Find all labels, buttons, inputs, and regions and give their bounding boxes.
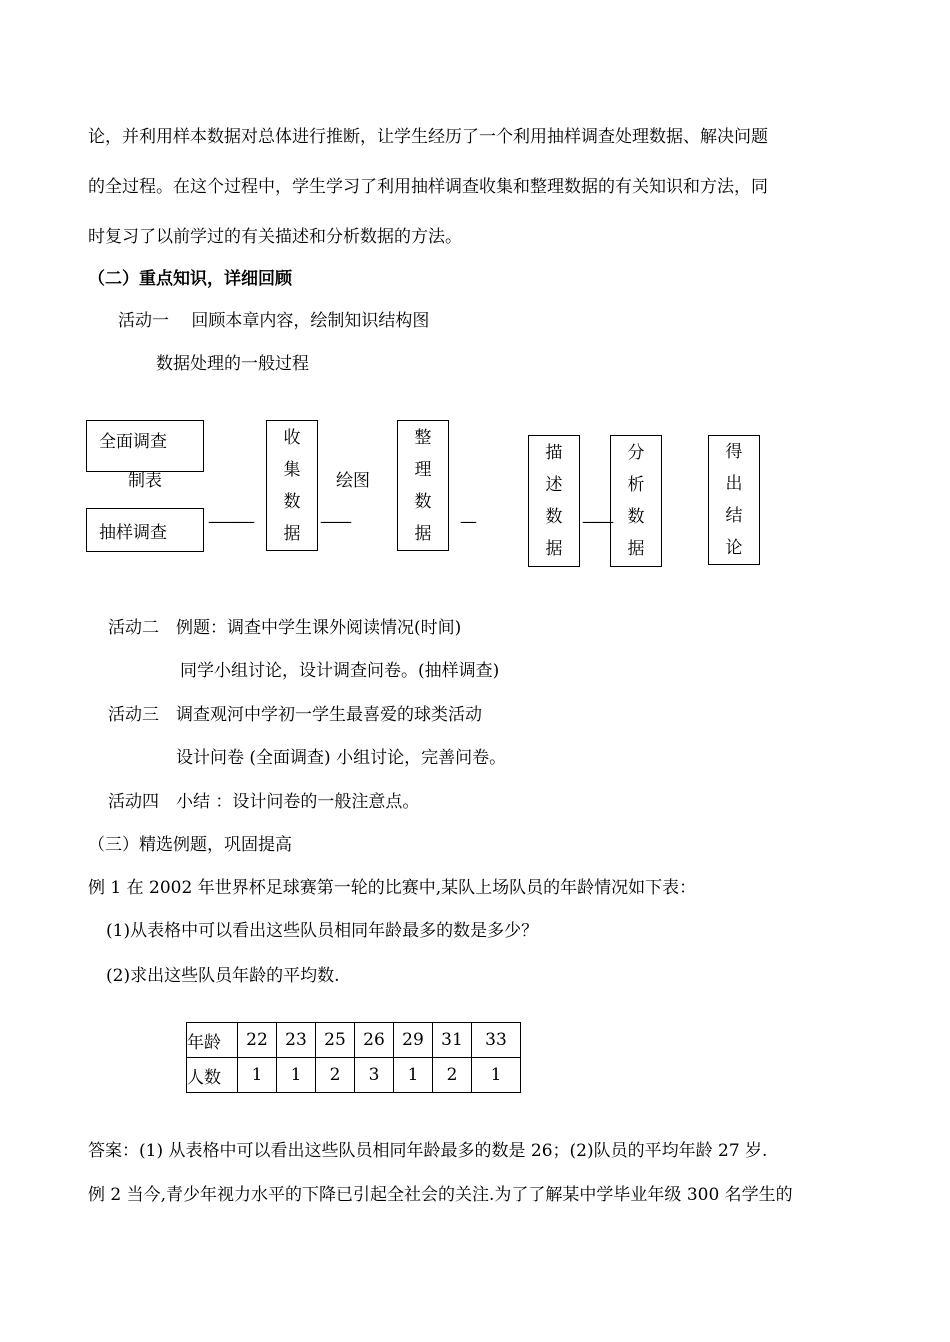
table-header-age: 年龄 — [187, 1023, 238, 1058]
table-cell: 1 — [238, 1058, 277, 1093]
answer1-text: 答案：(1) 从表格中可以看出这些队员相同年龄最多的数是 26；(2)队员的平均年龄 27 岁. — [88, 1141, 768, 1161]
table-cell: 29 — [394, 1023, 433, 1058]
example1-text: 例 1 在 2002 年世界杯足球赛第一轮的比赛中,某队上场队员的年龄情况如下表： — [88, 878, 697, 898]
describe-char-1: 描 — [545, 443, 563, 463]
connector-2: —— — [320, 512, 350, 532]
table-cell: 25 — [316, 1023, 355, 1058]
table-cell: 1 — [472, 1058, 521, 1093]
connector-3: — — [460, 512, 475, 532]
table-cell: 33 — [472, 1023, 521, 1058]
table-cell: 1 — [277, 1058, 316, 1093]
analyze-char-3: 数 — [627, 507, 645, 527]
organize-char-3: 数 — [414, 491, 432, 512]
analyze-char-4: 据 — [627, 539, 645, 559]
table-cell: 1 — [394, 1058, 433, 1093]
organize-char-1: 整 — [414, 427, 432, 448]
activity2-text: 活动二 例题：调查中学生课外阅读情况(时间) — [108, 618, 462, 638]
describe-char-2: 述 — [545, 475, 563, 495]
collect-char-3: 数 — [283, 491, 301, 512]
intro-line-2: 的全过程。在这个过程中，学生学习了利用抽样调查收集和整理数据的有关知识和方法，同 — [88, 177, 768, 197]
conclude-box — [708, 435, 760, 565]
connector-4: —— — [582, 512, 612, 532]
activity1-text: 活动一 回顾本章内容，绘制知识结构图 — [118, 311, 430, 331]
full-survey-box — [86, 420, 204, 472]
table-cell: 31 — [433, 1023, 472, 1058]
activity3-sub: 设计问卷 (全面调查) 小组讨论，完善问卷。 — [176, 748, 507, 768]
collect-char-1: 收 — [283, 427, 301, 448]
table-cell: 26 — [355, 1023, 394, 1058]
table-cell: 23 — [277, 1023, 316, 1058]
organize-data-box — [397, 420, 449, 551]
full-survey-label: 全面调查 — [99, 432, 167, 452]
analyze-data-box — [610, 435, 662, 567]
sample-survey-label: 抽样调查 — [99, 522, 167, 543]
table-cell: 3 — [355, 1058, 394, 1093]
intro-line-1: 论，并利用样本数据对总体进行推断，让学生经历了一个利用抽样调查处理数据、解决问题 — [88, 127, 768, 147]
collect-data-box — [266, 420, 318, 551]
example1-question2: (2)求出这些队员年龄的平均数. — [106, 966, 340, 986]
activity2-sub: 同学小组讨论，设计调查问卷。(抽样调查) — [180, 661, 500, 681]
section3-heading: （三）精选例题，巩固提高 — [88, 835, 292, 855]
conclude-char-2: 出 — [725, 474, 743, 494]
activity4-text: 活动四 小结 ：设计问卷的一般注意点。 — [108, 792, 420, 812]
example2-text: 例 2 当今,青少年视力水平的下降已引起全社会的关注.为了了解某中学毕业年级 300 名学生的 — [88, 1185, 793, 1205]
age-table — [186, 1022, 521, 1093]
table-cell: 22 — [238, 1023, 277, 1058]
conclude-char-4: 论 — [725, 538, 743, 558]
table-row — [187, 1023, 521, 1058]
draw-chart-label: 绘图 — [336, 471, 370, 491]
organize-char-2: 理 — [414, 459, 432, 480]
activity3-text: 活动三 调查观河中学初一学生最喜爱的球类活动 — [108, 705, 482, 725]
connector-1: ——— — [208, 512, 253, 532]
conclude-char-1: 得 — [725, 442, 743, 462]
describe-data-box — [528, 435, 580, 567]
sample-survey-box — [86, 508, 204, 552]
collect-char-4: 据 — [283, 523, 301, 544]
table-row — [187, 1058, 521, 1093]
describe-char-3: 数 — [545, 507, 563, 527]
table-header-count: 人数 — [187, 1058, 238, 1093]
collect-char-2: 集 — [283, 459, 301, 480]
analyze-char-2: 析 — [627, 475, 645, 495]
make-table-label: 制表 — [128, 471, 162, 491]
analyze-char-1: 分 — [627, 443, 645, 463]
organize-char-4: 据 — [414, 523, 432, 544]
table-cell: 2 — [316, 1058, 355, 1093]
table-cell: 2 — [433, 1058, 472, 1093]
flow-title: 数据处理的一般过程 — [156, 354, 309, 374]
section2-heading: （二）重点知识，详细回顾 — [88, 269, 292, 289]
intro-line-3: 时复习了以前学过的有关描述和分析数据的方法。 — [88, 227, 462, 247]
describe-char-4: 据 — [545, 539, 563, 559]
example1-question1: (1)从表格中可以看出这些队员相同年龄最多的数是多少？ — [106, 921, 539, 941]
conclude-char-3: 结 — [725, 506, 743, 526]
